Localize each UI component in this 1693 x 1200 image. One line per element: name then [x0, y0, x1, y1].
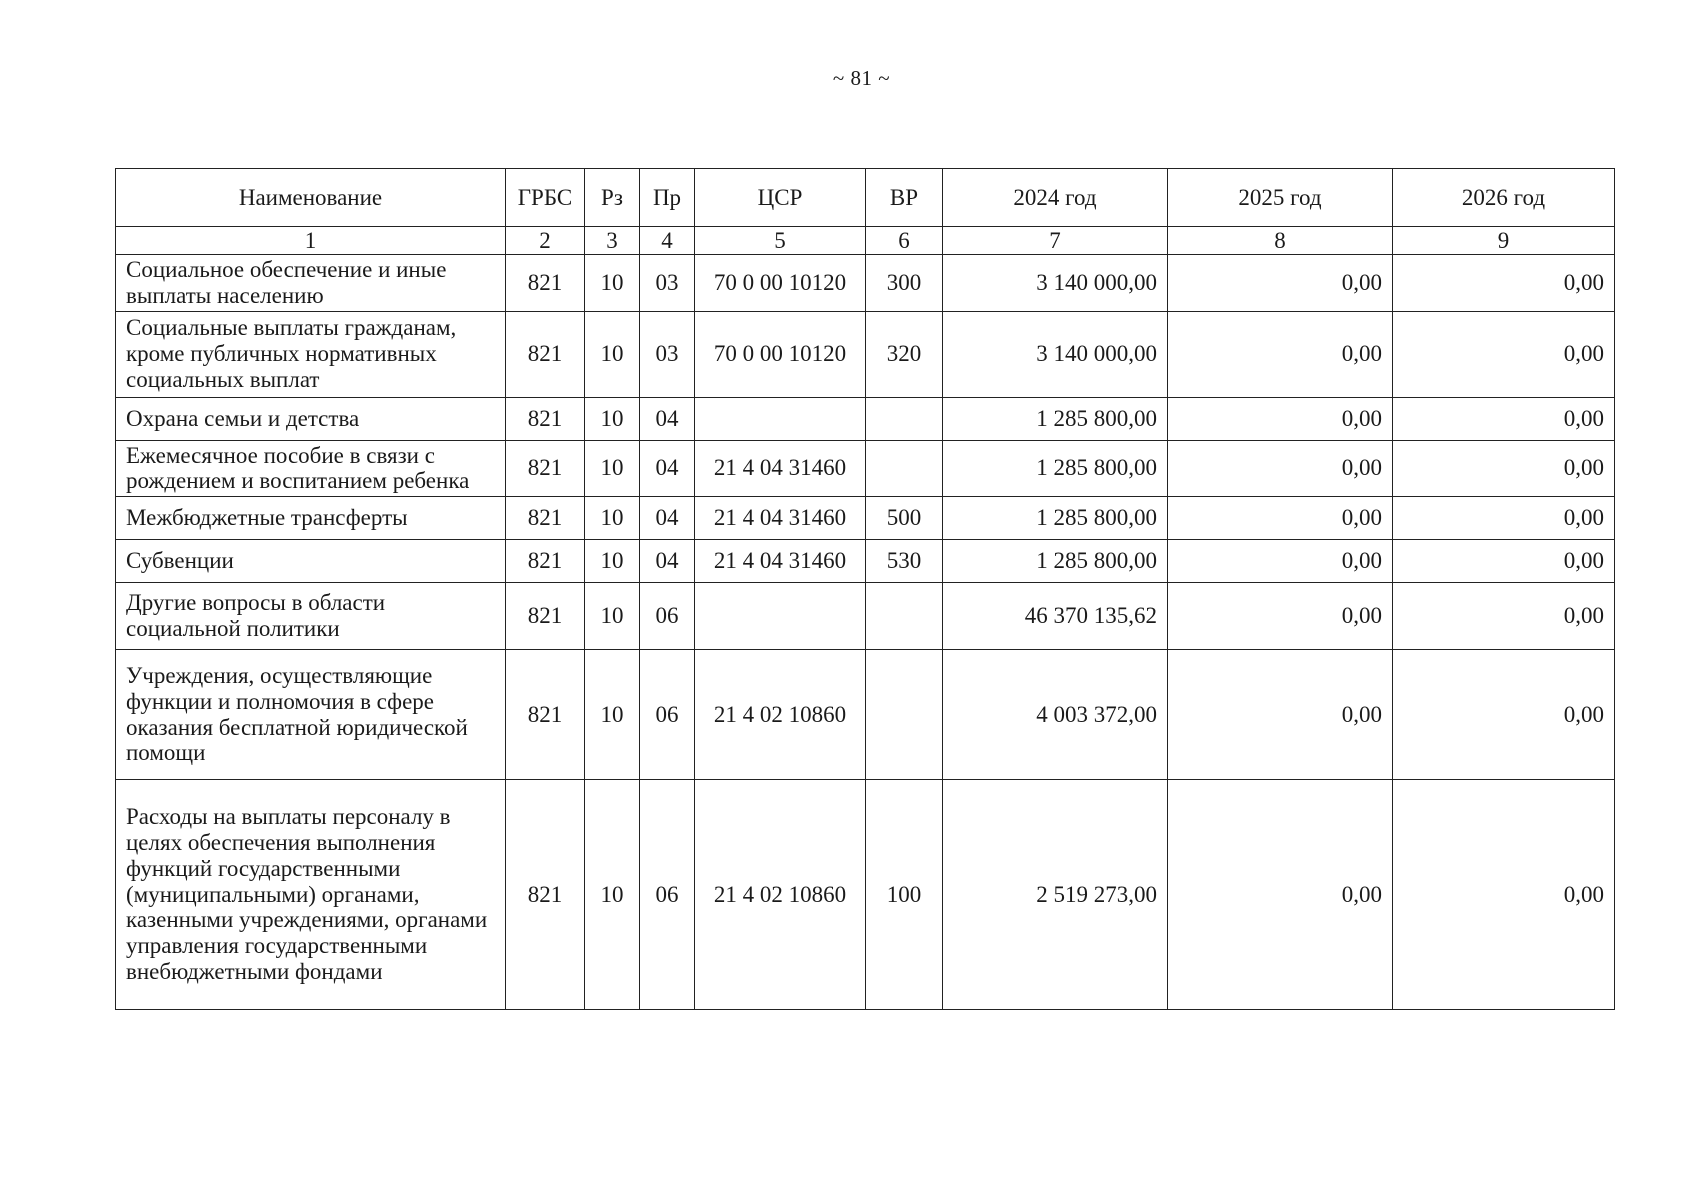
row-2025: 0,00	[1168, 583, 1393, 650]
row-grbs: 821	[506, 540, 585, 583]
row-name: Другие вопросы в области социальной политики	[116, 583, 506, 650]
row-grbs: 821	[506, 650, 585, 780]
row-2024: 4 003 372,00	[943, 650, 1168, 780]
row-pr: 06	[640, 780, 695, 1010]
column-number: 6	[866, 227, 943, 255]
table-row	[116, 650, 1615, 780]
row-vr: 530	[866, 540, 943, 583]
row-pr: 03	[640, 311, 695, 397]
row-2025: 0,00	[1168, 650, 1393, 780]
header-2026: 2026 год	[1393, 169, 1615, 227]
table-row	[116, 497, 1615, 540]
row-2025: 0,00	[1168, 397, 1393, 440]
row-grbs: 821	[506, 311, 585, 397]
column-number: 2	[506, 227, 585, 255]
row-2025: 0,00	[1168, 440, 1393, 497]
row-vr	[866, 440, 943, 497]
row-rz: 10	[585, 440, 640, 497]
row-name: Социальное обеспечение и иные выплаты населению	[116, 255, 506, 312]
column-number: 5	[695, 227, 866, 255]
row-vr: 300	[866, 255, 943, 312]
header-name: Наименование	[116, 169, 506, 227]
row-vr	[866, 397, 943, 440]
row-rz: 10	[585, 540, 640, 583]
row-2024: 46 370 135,62	[943, 583, 1168, 650]
row-2024: 1 285 800,00	[943, 397, 1168, 440]
row-grbs: 821	[506, 440, 585, 497]
row-2025: 0,00	[1168, 540, 1393, 583]
row-grbs: 821	[506, 583, 585, 650]
row-csr	[695, 583, 866, 650]
row-name: Социальные выплаты гражданам, кроме публичных нормативных социальных выплат	[116, 311, 506, 397]
row-csr: 70 0 00 10120	[695, 255, 866, 312]
row-grbs: 821	[506, 255, 585, 312]
row-pr: 06	[640, 650, 695, 780]
table-row	[116, 440, 1615, 497]
row-pr: 04	[640, 397, 695, 440]
table-row	[116, 311, 1615, 397]
row-grbs: 821	[506, 780, 585, 1010]
row-2026: 0,00	[1393, 780, 1615, 1010]
row-2026: 0,00	[1393, 583, 1615, 650]
row-2024: 1 285 800,00	[943, 540, 1168, 583]
header-csr: ЦСР	[695, 169, 866, 227]
row-rz: 10	[585, 780, 640, 1010]
row-pr: 04	[640, 497, 695, 540]
row-2024: 3 140 000,00	[943, 311, 1168, 397]
header-2024: 2024 год	[943, 169, 1168, 227]
header-vr: ВР	[866, 169, 943, 227]
row-grbs: 821	[506, 497, 585, 540]
table-row	[116, 255, 1615, 312]
row-pr: 04	[640, 540, 695, 583]
header-grbs: ГРБС	[506, 169, 585, 227]
row-csr: 21 4 04 31460	[695, 440, 866, 497]
row-2024: 3 140 000,00	[943, 255, 1168, 312]
row-2026: 0,00	[1393, 255, 1615, 312]
row-name: Ежемесячное пособие в связи с рождением и воспитанием ребенка	[116, 440, 506, 497]
header-2025: 2025 год	[1168, 169, 1393, 227]
column-number: 3	[585, 227, 640, 255]
row-name: Межбюджетные трансферты	[116, 497, 506, 540]
row-name: Субвенции	[116, 540, 506, 583]
row-2024: 1 285 800,00	[943, 497, 1168, 540]
row-csr: 21 4 02 10860	[695, 780, 866, 1010]
table-row	[116, 540, 1615, 583]
column-number: 7	[943, 227, 1168, 255]
row-rz: 10	[585, 255, 640, 312]
row-vr: 100	[866, 780, 943, 1010]
budget-table	[115, 168, 1615, 1010]
row-2026: 0,00	[1393, 497, 1615, 540]
row-pr: 04	[640, 440, 695, 497]
row-name: Учреждения, осуществляющие функции и полномочия в сфере оказания бесплатной юридической помощи	[116, 650, 506, 780]
table-row	[116, 583, 1615, 650]
header-rz: Рз	[585, 169, 640, 227]
row-2026: 0,00	[1393, 397, 1615, 440]
table-row	[116, 397, 1615, 440]
row-2026: 0,00	[1393, 650, 1615, 780]
row-pr: 06	[640, 583, 695, 650]
row-pr: 03	[640, 255, 695, 312]
column-number: 8	[1168, 227, 1393, 255]
row-2025: 0,00	[1168, 497, 1393, 540]
row-2025: 0,00	[1168, 255, 1393, 312]
row-2025: 0,00	[1168, 780, 1393, 1010]
row-2026: 0,00	[1393, 440, 1615, 497]
row-vr	[866, 650, 943, 780]
row-name: Расходы на выплаты персоналу в целях обеспечения выполнения функций государственными (муниципальными) органами, казенными учреждениями, органами управления государственными внебюджетными фондами	[116, 780, 506, 1010]
row-name: Охрана семьи и детства	[116, 397, 506, 440]
row-vr: 500	[866, 497, 943, 540]
row-rz: 10	[585, 583, 640, 650]
row-2025: 0,00	[1168, 311, 1393, 397]
row-rz: 10	[585, 497, 640, 540]
row-2024: 2 519 273,00	[943, 780, 1168, 1010]
row-csr: 21 4 04 31460	[695, 540, 866, 583]
row-rz: 10	[585, 397, 640, 440]
row-2024: 1 285 800,00	[943, 440, 1168, 497]
row-vr: 320	[866, 311, 943, 397]
column-number: 1	[116, 227, 506, 255]
column-number: 9	[1393, 227, 1615, 255]
row-csr	[695, 397, 866, 440]
row-rz: 10	[585, 650, 640, 780]
row-csr: 21 4 02 10860	[695, 650, 866, 780]
table-row	[116, 780, 1615, 1010]
row-csr: 21 4 04 31460	[695, 497, 866, 540]
header-pr: Пр	[640, 169, 695, 227]
row-rz: 10	[585, 311, 640, 397]
page-number: ~ 81 ~	[832, 66, 891, 90]
row-2026: 0,00	[1393, 540, 1615, 583]
column-number: 4	[640, 227, 695, 255]
row-vr	[866, 583, 943, 650]
column-number-row	[116, 227, 1615, 255]
row-2026: 0,00	[1393, 311, 1615, 397]
row-csr: 70 0 00 10120	[695, 311, 866, 397]
row-grbs: 821	[506, 397, 585, 440]
header-row	[116, 169, 1615, 227]
